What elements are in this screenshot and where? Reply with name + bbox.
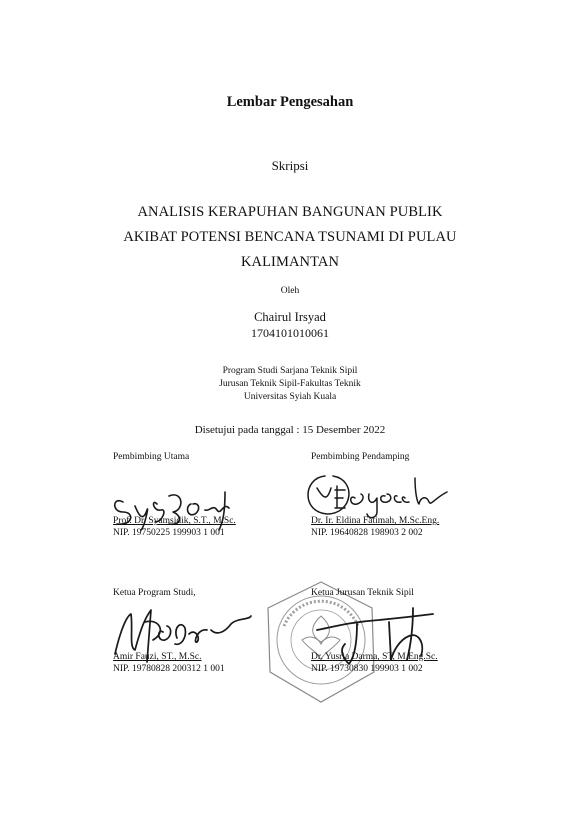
signatory-name: Prof. Dr. Syamsidik, S.T., M.Sc. xyxy=(113,516,236,526)
signatory-head-of-program xyxy=(113,588,283,674)
institution-line: Jurusan Teknik Sipil-Fakultas Teknik xyxy=(219,379,361,389)
document-type: Skripsi xyxy=(271,158,309,173)
thesis-title-line: KALIMANTAN xyxy=(240,254,340,270)
signatory-role: Pembimbing Pendamping xyxy=(311,452,410,462)
signatory-role: Ketua Jurusan Teknik Sipil xyxy=(311,588,414,598)
institution-block xyxy=(0,365,580,404)
signatory-nip: NIP. 19780828 200312 1 001 xyxy=(113,664,225,674)
institution-line: Program Studi Sarjana Teknik Sipil xyxy=(222,366,358,376)
author-id: 1704101010061 xyxy=(251,326,329,340)
author-name: Chairul Irsyad xyxy=(254,310,326,324)
signatory-nip: NIP. 19750225 199903 1 001 xyxy=(113,528,225,538)
thesis-title-line: AKIBAT POTENSI BENCANA TSUNAMI DI PULAU xyxy=(123,229,457,245)
institution-line: Universitas Syiah Kuala xyxy=(243,392,337,402)
signatory-role: Pembimbing Utama xyxy=(113,452,190,462)
signatory-name: Dr. Yusria Darma, ST, M.Eng.Sc. xyxy=(311,652,438,662)
approval-date: Disetujui pada tanggal : 15 Desember 2022 xyxy=(194,424,386,436)
signatory-head-of-department xyxy=(311,588,486,674)
signatory-nip: NIP. 19730830 199903 1 002 xyxy=(311,664,423,674)
signatory-main-supervisor xyxy=(113,452,283,538)
signatory-nip: NIP. 19640828 198903 2 002 xyxy=(311,528,423,538)
thesis-title xyxy=(0,200,580,275)
by-label: Oleh xyxy=(280,286,300,296)
page-title: Lembar Pengesahan xyxy=(226,94,354,110)
signatory-role: Ketua Program Studi, xyxy=(113,588,196,598)
signatory-name: Dr. Ir. Eldina Fatimah, M.Sc.Eng. xyxy=(311,516,440,526)
thesis-title-line: ANALISIS KERAPUHAN BANGUNAN PUBLIK xyxy=(137,204,443,220)
signatory-name: Amir Fauzi, ST., M.Sc. xyxy=(113,652,202,662)
signatory-co-supervisor xyxy=(311,452,486,538)
